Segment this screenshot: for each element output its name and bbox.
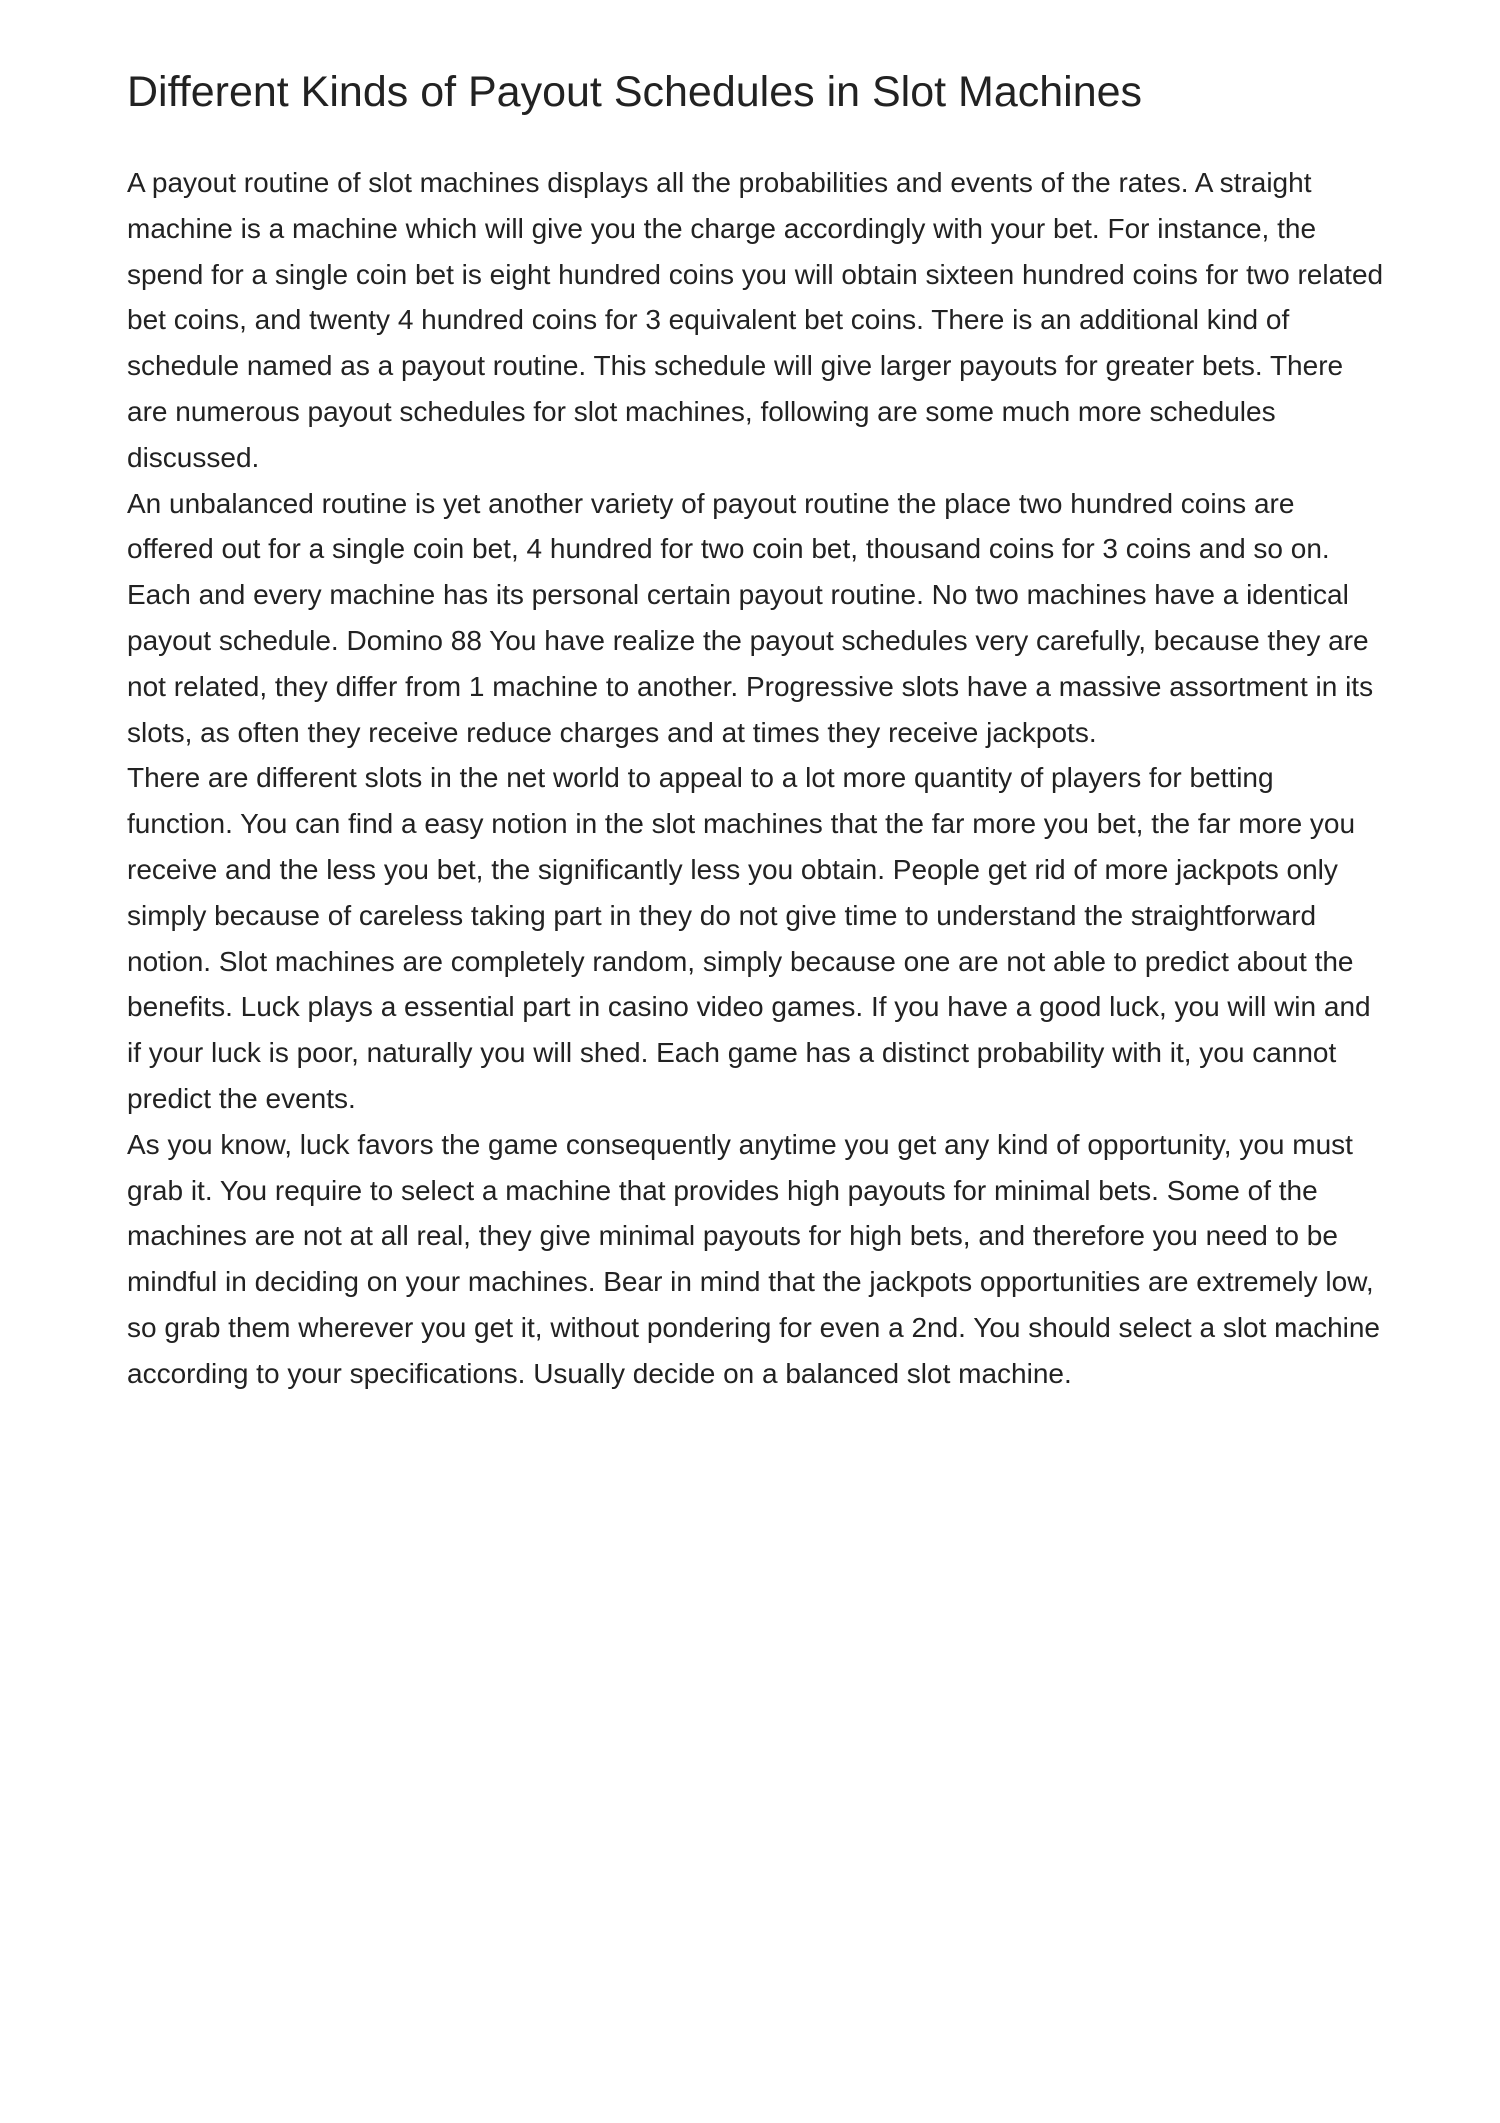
document-page — [127, 62, 1387, 1397]
document-title: Different Kinds of Payout Schedules in Slot Machines — [127, 68, 1143, 116]
paragraph-1: A payout routine of slot machines displays all the probabilities and events of the rates. A straight machine is a machine which will give you the charge accordingly with your bet. For instance, the spend for a single coin bet is eight hundred coins you will obtain sixteen hundred coins for two related bet coins, and twenty 4 hundred coins for 3 equivalent bet coins. There is an additional kind of schedule named as a payout routine. This schedule will give larger payouts for greater bets. There are numerous payout schedules for slot machines, following are some much more schedules discussed. — [127, 167, 1384, 473]
paragraph-2: An unbalanced routine is yet another variety of payout routine the place two hundred coins are offered out for a single coin bet, 4 hundred for two coin bet, thousand coins for 3 coins and so on. Each and every machine has its personal certain payout routine. No two machines have a identical payout schedule. Domino 88 You have realize the payout schedules very carefully, because they are not related, they differ from 1 machine to another. Progressive slots have a massive assortment in its slots, as often they receive reduce charges and at times they receive jackpots. — [127, 487, 1374, 748]
paragraph-4: As you know, luck favors the game consequently anytime you get any kind of opportunity, you must grab it. You require to select a machine that provides high payouts for minimal bets. Some of the machines are not at all real, they give minimal payouts for high bets, and therefore you need to be mindful in deciding on your machines. Bear in mind that the jackpots opportunities are extremely low, so grab them wherever you get it, without pondering for even a 2nd. You should select a slot machine according to your specifications. Usually decide on a balanced slot machine. — [127, 1128, 1380, 1389]
paragraph-3: There are different slots in the net world to appeal to a lot more quantity of players for betting function. You can find a easy notion in the slot machines that the far more you bet, the far more you receive and the less you bet, the significantly less you obtain. People get rid of more jackpots only simply because of careless taking part in they do not give time to understand the straightforward notion. Slot machines are completely random, simply because one are not able to predict about the benefits. Luck plays a essential part in casino video games. If you have a good luck, you will win and if your luck is poor, naturally you will shed. Each game has a distinct probability with it, you cannot predict the events. — [127, 762, 1371, 1114]
